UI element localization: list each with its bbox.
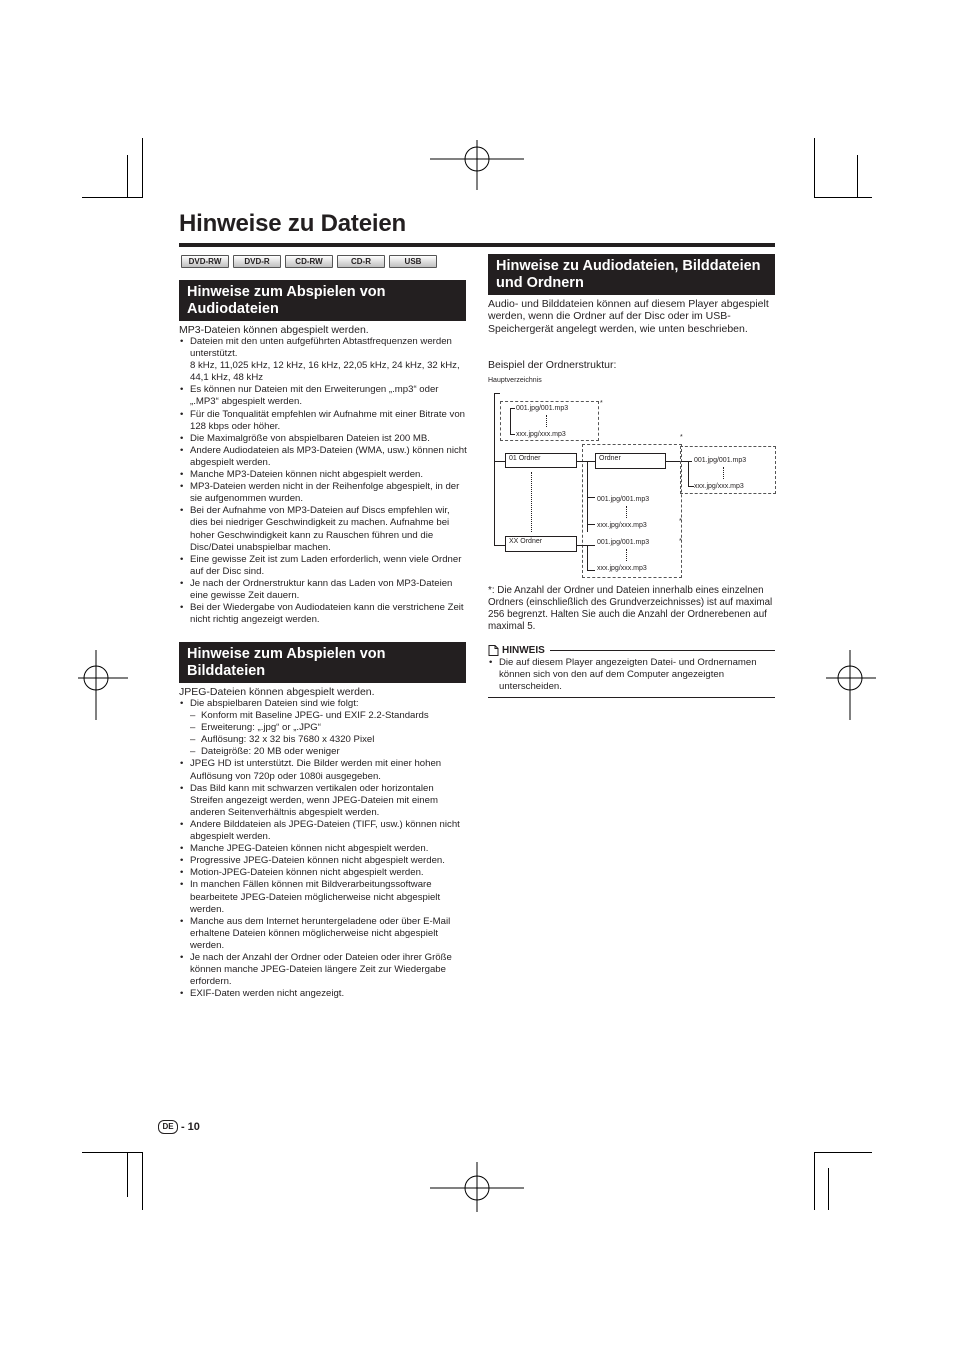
list-item: • Progressive JPEG-Dateien können nicht abgespielt werden. [179, 855, 469, 867]
registration-mark-bottom [430, 1162, 524, 1212]
badge-cd-rw: CD-RW [285, 255, 333, 268]
page-number-separator: - [181, 1121, 185, 1133]
list-item: • Bei der Wiedergabe von Audiodateien kann die verstrichene Zeit nicht richtig angezeigt werden. [179, 602, 469, 626]
list-item [179, 336, 469, 384]
sub-file-first: 001.jpg/001.mp3 [694, 457, 747, 464]
list-item: • Andere Bilddateien als JPEG-Dateien (TIFF, usw.) können nicht abgespielt werden. [179, 819, 469, 843]
list-item: • Die Maximalgröße von abspielbaren Dateien ist 200 MB. [179, 433, 469, 445]
registration-mark-left [78, 650, 128, 720]
list-item: • Andere Audiodateien als MP3-Dateien (WMA, usw.) können nicht abgespielt werden. [179, 445, 469, 469]
folder-footnote: *: Die Anzahl der Ordner und Dateien innerhalb eines einzelnen Ordners (einschließlich des Grundverzeichnisses) ist auf maximal 256 begrenzt. Halten Sie auch die Anzahl der Ordnerebenen auf maximal 5. [488, 585, 773, 633]
badge-cd-r: CD-R [337, 255, 385, 268]
folder-xx-asterisk: * [679, 538, 682, 545]
hinweis-list [488, 657, 763, 693]
list-item-text: 8 kHz, 11,025 kHz, 12 kHz, 16 kHz, 22,05 kHz, 24 kHz, 32 kHz, 44,1 kHz, 48 kHz [190, 360, 460, 384]
folder-01-file-last: xxx.jpg/xxx.mp3 [597, 522, 647, 529]
root-file-first: 001.jpg/001.mp3 [516, 405, 569, 412]
list-item: • Es können nur Dateien mit den Erweiterungen „.mp3“ oder „.MP3“ abgespielt werden. [179, 384, 469, 408]
image-list [179, 698, 469, 1000]
folder-sub-box: Ordner [595, 453, 666, 469]
language-icon: DE [158, 1120, 178, 1134]
hinweis-bottom-rule [488, 697, 775, 698]
badge-usb: USB [389, 255, 437, 268]
hinweis-heading [488, 644, 775, 656]
hinweis-rule [550, 650, 775, 651]
list-item-text: Die abspielbaren Dateien sind wie folgt: [190, 698, 359, 709]
list-item: • Motion-JPEG-Dateien können nicht abgespielt werden. [179, 867, 469, 879]
list-item: • Je nach der Ordnerstruktur kann das Laden von MP3-Dateien eine gewisse Zeit dauern. [179, 578, 469, 602]
list-item: • Bei der Aufnahme von MP3-Dateien auf Discs empfehlen wir, dies bei niedriger Geschwindigkeit zu machen. Aufnahme bei hoher Geschwindigkeit kann zu Rauschen führen und die Disc/Datei unabspielbar machen. [179, 505, 469, 553]
root-files-asterisk: * [600, 400, 603, 407]
sub-list-item: – Konform mit Baseline JPEG- und EXIF 2.2-Standards [190, 710, 469, 722]
sub-list [190, 710, 469, 758]
hinweis-title: HINWEIS [502, 644, 545, 656]
folder-01-box: 01 Ordner [505, 453, 577, 468]
image-section-heading: Hinweise zum Abspielen von Bilddateien [179, 642, 466, 683]
folder-xx-file-last: xxx.jpg/xxx.mp3 [597, 565, 647, 572]
list-item-text: Dateien mit den unten aufgeführten Abtastfrequenzen werden unterstützt. [190, 336, 452, 360]
list-item: • EXIF-Daten werden nicht angezeigt. [179, 988, 469, 1000]
list-item: • Je nach der Anzahl der Ordner oder Dateien oder ihrer Größe können manche JPEG-Dateien längere Zeit zur Wiedergabe erfordern. [179, 952, 469, 988]
sub-file-last: xxx.jpg/xxx.mp3 [694, 483, 744, 490]
list-item: • JPEG HD ist unterstützt. Die Bilder werden mit einer hohen Auflösung von 720p oder 1080i ausgegeben. [179, 758, 469, 782]
title-rule [179, 243, 775, 247]
tree-root-label: Hauptverzeichnis [488, 377, 542, 384]
sub-list-item: – Erweiterung: „.jpg“ or „.JPG“ [190, 722, 469, 734]
sub-list-item: – Auflösung: 32 x 32 bis 7680 x 4320 Pixel [190, 734, 469, 746]
root-file-last: xxx.jpg/xxx.mp3 [516, 431, 566, 438]
folder-01-file-first: 001.jpg/001.mp3 [597, 496, 650, 503]
sub-list-item: – Dateigröße: 20 MB oder weniger [190, 746, 469, 758]
folder-01-files-asterisk: * [679, 518, 682, 525]
list-item: • Manche JPEG-Dateien können nicht abgespielt werden. [179, 843, 469, 855]
sub-folder-asterisk: * [680, 434, 683, 441]
list-item: • MP3-Dateien werden nicht in der Reihenfolge abgespielt, in der sie aufgenommen wurden. [179, 481, 469, 505]
registration-mark-right [826, 650, 876, 720]
page-number [158, 1120, 200, 1134]
list-item: • Das Bild kann mit schwarzen vertikalen oder horizontalen Streifen angezeigt werden, wenn JPEG-Dateien mit einem anderen Seitenverhältnis abgespielt werden. [179, 783, 469, 819]
list-item: • Manche aus dem Internet heruntergeladene oder über E-Mail erhaltene Dateien können möglicherweise nicht abgespielt werden. [179, 916, 469, 952]
folder-xx-box: XX Ordner [505, 536, 577, 552]
folder-xx-file-first: 001.jpg/001.mp3 [597, 539, 650, 546]
audio-list [179, 336, 469, 626]
note-icon [488, 645, 499, 656]
audio-intro: MP3-Dateien können abgespielt werden. [179, 324, 369, 336]
folders-intro: Audio- und Bilddateien können auf diesem Player abgespielt werden, wenn die Ordner auf der Disc oder im USB-Speichergerät angelegt werden, wie unten beschrieben. [488, 298, 769, 335]
badge-dvd-rw: DVD-RW [181, 255, 229, 268]
page-number-value: 10 [187, 1121, 200, 1133]
list-item: • In manchen Fällen können mit Bildverarbeitungssoftware bearbeitete JPEG-Dateien möglicherweise nicht abgespielt werden. [179, 879, 469, 915]
folder-example-label: Beispiel der Ordnerstruktur: [488, 359, 617, 371]
media-badges [181, 255, 437, 268]
image-intro: JPEG-Dateien können abgespielt werden. [179, 686, 375, 698]
list-item: • Eine gewisse Zeit ist zum Laden erforderlich, wenn viele Ordner auf der Disc sind. [179, 554, 469, 578]
page-title: Hinweise zu Dateien [179, 210, 406, 237]
list-item: • Für die Tonqualität empfehlen wir Aufnahme mit einer Bitrate von 128 kbps oder höher. [179, 409, 469, 433]
list-item: • Die auf diesem Player angezeigten Datei- und Ordnernamen können sich von den auf dem Computer angezeigten unterscheiden. [488, 657, 763, 693]
registration-mark-top [430, 140, 524, 190]
badge-dvd-r: DVD-R [233, 255, 281, 268]
audio-section-heading: Hinweise zum Abspielen von Audiodateien [179, 280, 466, 321]
list-item [179, 698, 469, 758]
folders-section-heading: Hinweise zu Audiodateien, Bilddateien und Ordnern [488, 254, 775, 295]
list-item: • Manche MP3-Dateien können nicht abgespielt werden. [179, 469, 469, 481]
